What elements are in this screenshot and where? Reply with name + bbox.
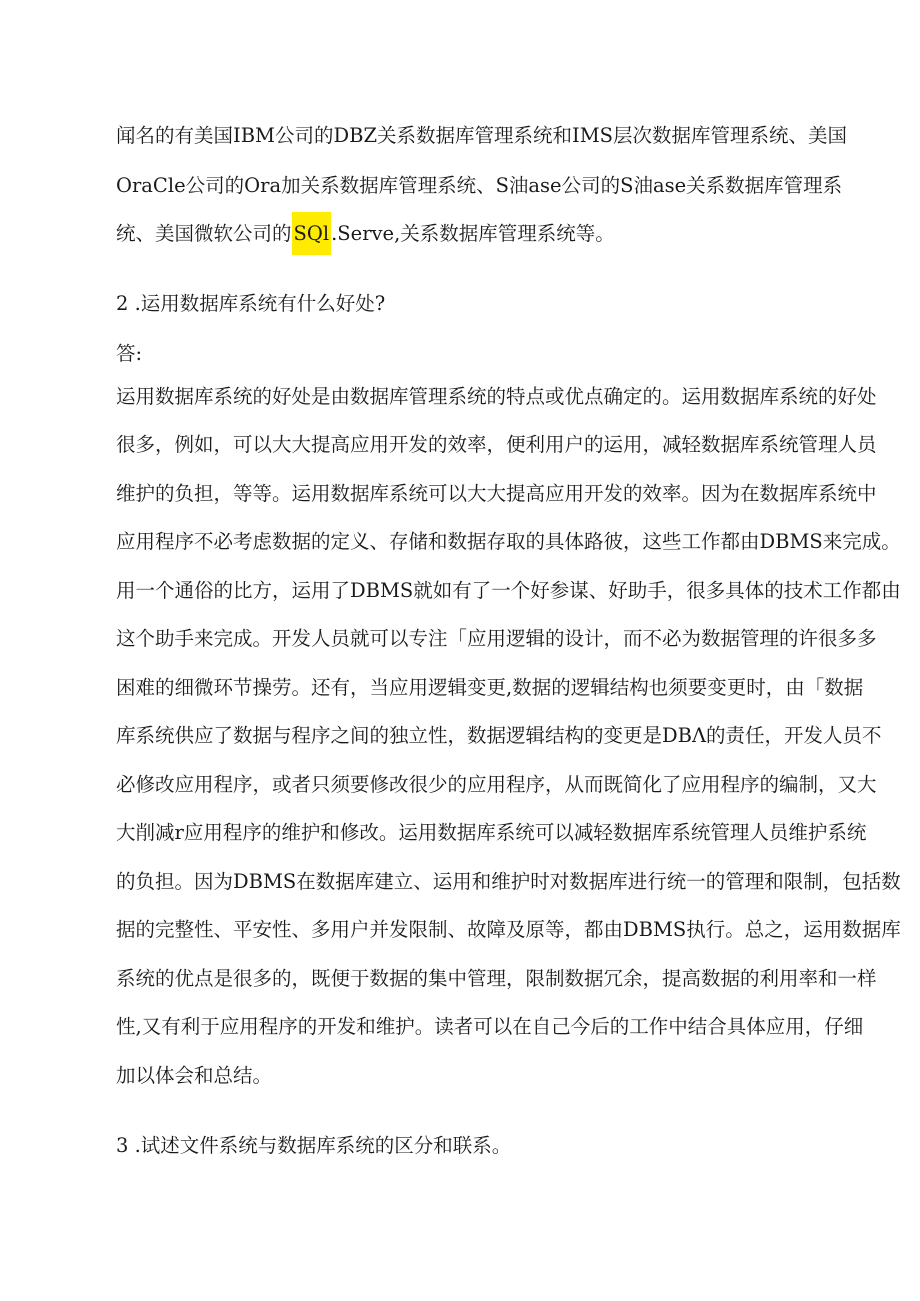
intro-line-2: OraCle公司的Ora加关系数据库管理系统、S油ase公司的S油ase关系数据库管理系: [116, 174, 843, 197]
answer-line-6: 这个助手来完成。开发人员就可以专注「应用逻辑的设计，而不必为数据管理的许很多多: [116, 627, 877, 650]
answer-line-11: 的负担。因为DBMS在数据库建立、运用和维护时对数据库进行统一的管理和限制，包括数: [116, 870, 901, 893]
answer-line-9: 必修改应用程序，或者只须要修改很少的应用程序，从而既简化了应用程序的编制，又大: [116, 773, 877, 796]
answer-line-13: 系统的优点是很多的，既便于数据的集中管理，限制数据冗余，提高数据的利用率和一样: [116, 967, 877, 990]
answer-line-2: 很多，例如，可以大大提高应用开发的效率，便利用户的运用，减轻数据库系统管理人员: [116, 433, 877, 456]
answer-line-10: 大削减r应用程序的维护和修改。运用数据库系统可以减轻数据库系统管理人员维护系统: [116, 821, 867, 844]
question-3: 3 .试述文件系统与数据库系统的区分和联系。: [116, 1134, 512, 1157]
intro-line-1: 闻名的有美国IBM公司的DBZ关系数据库管理系统和IMS层次数据库管理系统、美国: [116, 124, 848, 147]
answer-line-8: 库系统供应了数据与程序之间的独立性，数据逻辑结构的变更是DBΛ的责任，开发人员不: [116, 724, 882, 747]
answer-line-12: 据的完整性、平安性、多用户并发限制、故障及原等，都由DBMS执行。总之，运用数据库: [116, 918, 901, 941]
question-2: 2 .运用数据库系统有什么好处?: [116, 292, 386, 315]
highlighted-text: SQl: [292, 212, 332, 255]
answer-line-1: 运用数据库系统的好处是由数据库管理系统的特点或优点确定的。运用数据库系统的好处: [116, 385, 877, 408]
answer-line-3: 维护的负担，等等。运用数据库系统可以大大提高应用开发的效率。因为在数据库系统中: [116, 482, 877, 505]
intro-line-3-tail: .Serve,关系数据库管理系统等。: [331, 222, 615, 245]
intro-line-3-head: 统、美国微软公司的: [116, 222, 292, 245]
answer-line-15: 加以体会和总结。: [116, 1064, 273, 1087]
answer-label: 答:: [116, 342, 143, 365]
answer-line-14: 性,又有利于应用程序的开发和维护。读者可以在自己今后的工作中结合具体应用，仔细: [116, 1015, 864, 1038]
intro-line-3: [116, 222, 615, 246]
answer-line-7: 困难的细微环节操劳。还有，当应用逻辑变更,数据的逻辑结构也须要变更时，由「数据: [116, 676, 864, 699]
answer-line-5: 用一个通俗的比方，运用了DBMS就如有了一个好参谋、好助手，很多具体的技术工作都由: [116, 579, 901, 602]
answer-line-4: 应用程序不必考虑数据的定义、存储和数据存取的具体路彼，这些工作都由DBMS来完成。: [116, 530, 901, 553]
